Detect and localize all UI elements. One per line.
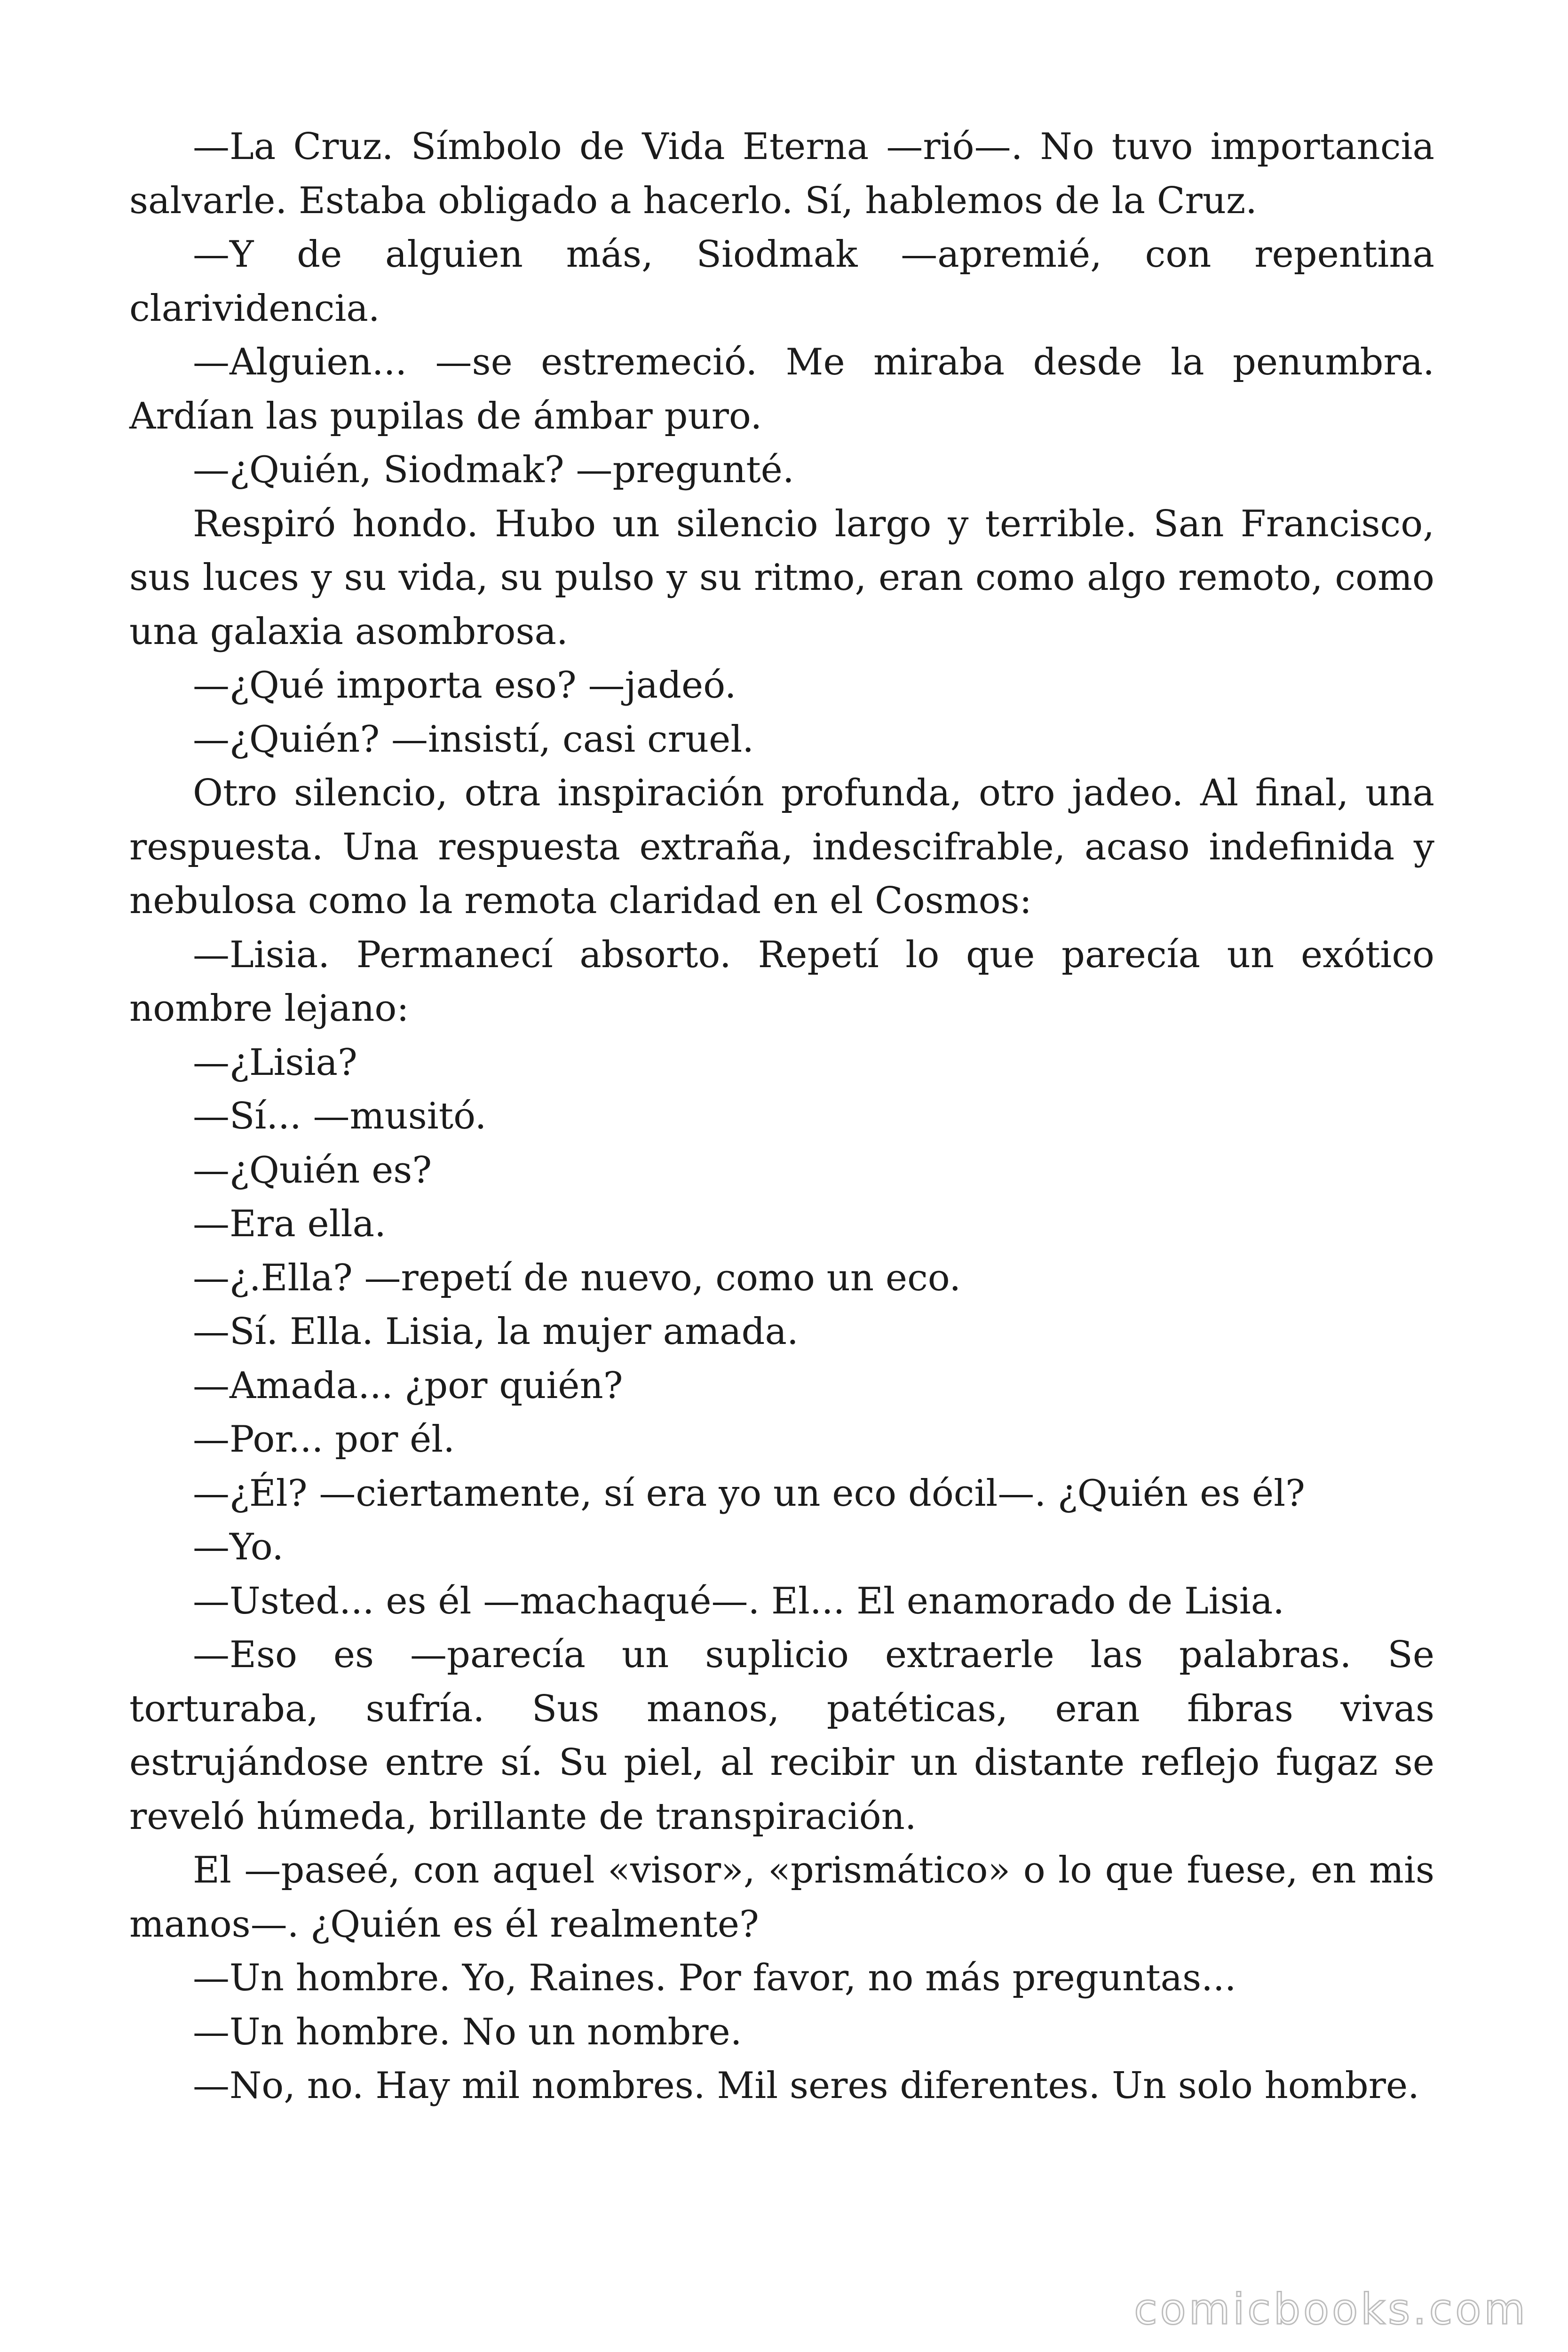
paragraph: —¿Quién? —insistí, casi cruel. — [193, 718, 754, 761]
paragraph: Respiró hondo. Hubo un silencio largo y terrible. San Francisco, sus luces y su vida, su pulso y su ritmo, eran como algo remoto, como una galaxia asombrosa. — [129, 502, 1434, 653]
paragraph: —Yo. — [193, 1526, 284, 1568]
paragraph: —Y de alguien más, Siodmak —apremié, con repentina clarividencia. — [129, 233, 1434, 330]
paragraph: —Sí. Ella. Lisia, la mujer amada. — [193, 1311, 799, 1353]
paragraph: —Era ella. — [193, 1203, 386, 1245]
paragraph: —Alguien... —se estremeció. Me miraba desde la penumbra. Ardían las pupilas de ámbar puro. — [129, 341, 1434, 437]
paragraph: —Un hombre. No un nombre. — [193, 2010, 742, 2053]
watermark: comicbooks.com — [1134, 2285, 1528, 2334]
paragraph: —Amada... ¿por quién? — [193, 1364, 623, 1407]
body-text — [129, 120, 1434, 2113]
paragraph: —¿Él? —ciertamente, sí era yo un eco dócil—. ¿Quién es él? — [193, 1472, 1305, 1515]
paragraph: —Por... por él. — [193, 1418, 455, 1461]
paragraph: —No, no. Hay mil nombres. Mil seres diferentes. Un solo hombre. — [193, 2065, 1419, 2107]
paragraph: —La Cruz. Símbolo de Vida Eterna —rió—. No tuvo importancia salvarle. Estaba obligado a hacerlo. Sí, hablemos de la Cruz. — [129, 126, 1434, 222]
paragraph: —Eso es —parecía un suplicio extraerle las palabras. Se torturaba, sufría. Sus manos, patéticas, eran fibras vivas estrujándose entre sí. Su piel, al recibir un distante reflejo fugaz se reveló húmeda, brillante de transpiración. — [129, 1634, 1434, 1838]
paragraph: —Un hombre. Yo, Raines. Por favor, no más preguntas... — [193, 1957, 1236, 1999]
paragraph: —¿Quién, Siodmak? —pregunté. — [193, 449, 794, 491]
paragraph: —¿.Ella? —repetí de nuevo, como un eco. — [193, 1256, 961, 1299]
paragraph: —Usted... es él —machaqué—. El... El enamorado de Lisia. — [193, 1580, 1284, 1622]
paragraph: Otro silencio, otra inspiración profunda, otro jadeo. Al final, una respuesta. Una respuesta extraña, indescifrable, acaso indefinida y nebulosa como la remota claridad en el Cosmos: — [129, 772, 1434, 922]
paragraph: —Sí... —musitó. — [193, 1095, 487, 1137]
paragraph: El —paseé, con aquel «visor», «prismático» o lo que fuese, en mis manos—. ¿Quién es él realmente? — [129, 1849, 1434, 1946]
paragraph: —¿Quién es? — [193, 1149, 432, 1192]
paragraph: —¿Qué importa eso? —jadeó. — [193, 664, 736, 707]
paragraph: —Lisia. Permanecí absorto. Repetí lo que parecía un exótico nombre lejano: — [129, 933, 1434, 1030]
paragraph: —¿Lisia? — [193, 1041, 357, 1084]
